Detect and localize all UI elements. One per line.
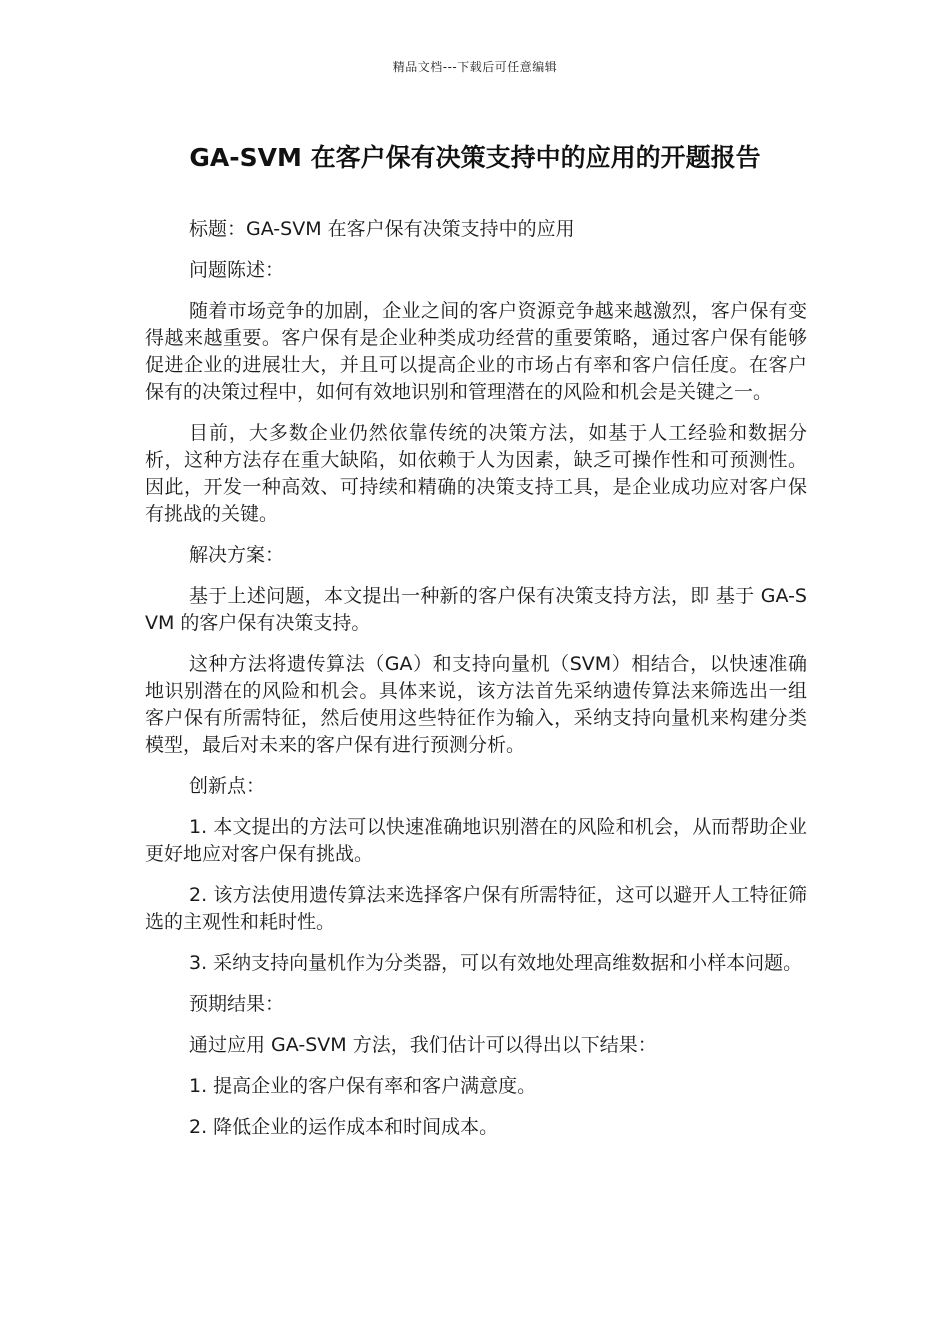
document-body bbox=[145, 216, 807, 1155]
section-heading-solution: 解决方案： bbox=[189, 544, 285, 566]
paragraph: 随着市场竞争的加剧，企业之间的客户资源竞争越来越激烈，客户保有变得越来越重要。客户保有是企业种类成功经营的重要策略，通过客户保有能够促进企业的进展壮大，并且可以提高企业的市场占有率和客户信任度。在客户保有的决策过程中，如何有效地识别和管理潜在的风险和机会是关键之一。 bbox=[145, 300, 807, 403]
paragraph: 目前，大多数企业仍然依靠传统的决策方法，如基于人工经验和数据分析，这种方法存在重大缺陷，如依赖于人为因素，缺乏可操作性和可预测性。因此，开发一种高效、可持续和精确的决策支持工具，是企业成功应对客户保有挑战的关键。 bbox=[145, 422, 807, 525]
list-item: 1. 提高企业的客户保有率和客户满意度。 bbox=[189, 1075, 537, 1097]
section-heading-innovation: 创新点： bbox=[189, 775, 266, 797]
document-title: GA-SVM 在客户保有决策支持中的应用的开题报告 bbox=[189, 143, 761, 172]
list-item: 2. 降低企业的运作成本和时间成本。 bbox=[189, 1116, 499, 1138]
paragraph: 这种方法将遗传算法（GA）和支持向量机（SVM）相结合，以快速准确地识别潜在的风险和机会。具体来说，该方法首先采纳遗传算法来筛选出一组客户保有所需特征，然后使用这些特征作为输入，采纳支持向量机来构建分类模型，最后对未来的客户保有进行预测分析。 bbox=[145, 653, 807, 756]
paragraph: 基于上述问题，本文提出一种新的客户保有决策支持方法，即 基于 GA-SVM 的客户保有决策支持。 bbox=[145, 585, 807, 634]
paragraph-subject-line: 标题：GA-SVM 在客户保有决策支持中的应用 bbox=[189, 218, 575, 240]
list-item: 1. 本文提出的方法可以快速准确地识别潜在的风险和机会，从而帮助企业更好地应对客户保有挑战。 bbox=[145, 816, 807, 865]
section-heading-expected-results: 预期结果： bbox=[189, 993, 285, 1015]
list-item: 2. 该方法使用遗传算法来选择客户保有所需特征，这可以避开人工特征筛选的主观性和耗时性。 bbox=[145, 884, 807, 933]
paragraph: 通过应用 GA-SVM 方法，我们估计可以得出以下结果： bbox=[189, 1034, 657, 1056]
list-item: 3. 采纳支持向量机作为分类器，可以有效地处理高维数据和小样本问题。 bbox=[189, 952, 803, 974]
section-heading-problem: 问题陈述： bbox=[189, 259, 285, 281]
header-note: 精品文档---下载后可任意编辑 bbox=[392, 60, 558, 74]
